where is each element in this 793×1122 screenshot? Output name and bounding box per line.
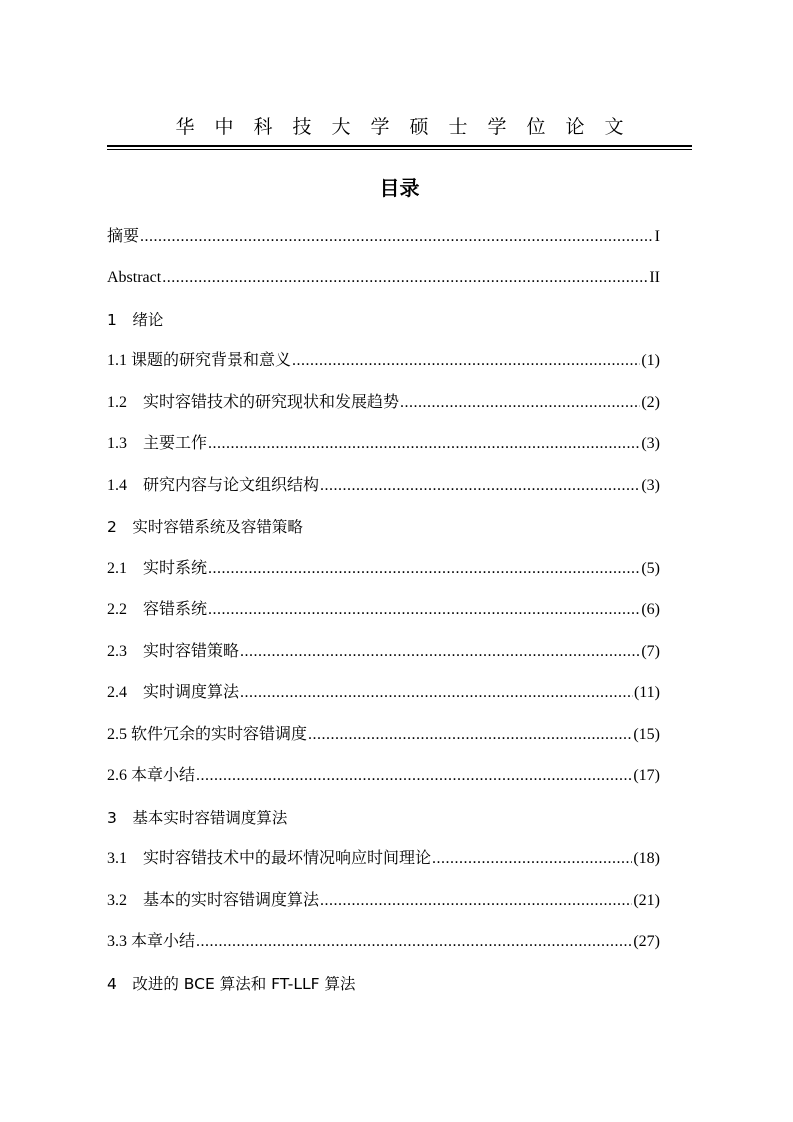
toc-entry-page: (21) (633, 891, 660, 909)
toc-chapter-entry[interactable] (107, 963, 660, 1005)
toc-entry-label: 3.3 本章小结 (107, 933, 196, 951)
toc-entry-page: (3) (641, 435, 660, 453)
toc-entry[interactable] (107, 258, 660, 300)
toc-entry[interactable] (107, 590, 660, 632)
toc-leader-dots (292, 351, 640, 371)
toc-leader-dots (240, 642, 640, 662)
toc-leader-dots (432, 849, 632, 869)
toc-entry[interactable] (107, 548, 660, 590)
toc-leader-dots (208, 559, 640, 579)
toc-entry[interactable] (107, 673, 660, 715)
toc-entry[interactable] (107, 341, 660, 383)
toc-entry-label: 2.1 实时系统 (107, 559, 208, 577)
toc-chapter-entry[interactable] (107, 299, 660, 341)
toc-entry-label: 1 绪论 (107, 310, 164, 329)
toc-entry-label: 2.5 软件冗余的实时容错调度 (107, 725, 308, 743)
toc-entry-page: (2) (641, 393, 660, 411)
toc-entry[interactable] (107, 216, 660, 258)
toc-entry[interactable] (107, 756, 660, 798)
toc-entry-page: (27) (633, 933, 660, 951)
toc-entry-label: 2.2 容错系统 (107, 601, 208, 619)
toc-entry[interactable] (107, 631, 660, 673)
toc-leader-dots (140, 227, 654, 247)
toc-leader-dots (196, 766, 632, 786)
toc-leader-dots (208, 434, 640, 454)
toc-chapter-entry[interactable] (107, 797, 660, 839)
toc-entry-page: (5) (641, 559, 660, 577)
toc-entry[interactable] (107, 880, 660, 922)
toc-entry-label: Abstract (107, 269, 162, 287)
toc-entry[interactable] (107, 424, 660, 466)
toc-entry[interactable] (107, 922, 660, 964)
toc-entry-label: 3.2 基本的实时容错调度算法 (107, 891, 320, 909)
toc-entry-page: (3) (641, 476, 660, 494)
toc-leader-dots (196, 932, 632, 952)
toc-leader-dots (320, 891, 632, 911)
toc-entry-page: (7) (641, 642, 660, 660)
page-header: 华中科技大学硕士学位论文 (175, 117, 644, 138)
toc-entry[interactable] (107, 465, 660, 507)
toc-entry-label: 1.3 主要工作 (107, 435, 208, 453)
toc-entry-label: 2.3 实时容错策略 (107, 642, 240, 660)
toc-entry[interactable] (107, 382, 660, 424)
toc-entry-label: 1.2 实时容错技术的研究现状和发展趋势 (107, 393, 400, 411)
toc-leader-dots (400, 393, 640, 413)
toc-entry-page: (18) (633, 850, 660, 868)
toc-entry-label: 2 实时容错系统及容错策略 (107, 518, 303, 537)
toc-entry-label: 3.1 实时容错技术中的最坏情况响应时间理论 (107, 850, 432, 868)
toc-entry-label: 摘要 (107, 227, 140, 245)
toc-entry-page: (1) (641, 352, 660, 370)
toc-entry-label: 2.6 本章小结 (107, 767, 196, 785)
toc-entry-label: 1.1 课题的研究背景和意义 (107, 352, 292, 370)
toc-entry-page: I (654, 227, 660, 245)
toc-entry[interactable] (107, 714, 660, 756)
toc-entry[interactable] (107, 839, 660, 881)
header-rule-thin (107, 149, 692, 150)
toc-leader-dots (320, 476, 640, 496)
toc-chapter-entry[interactable] (107, 507, 660, 549)
toc-leader-dots (240, 683, 633, 703)
toc-entry-page: (11) (633, 684, 660, 702)
toc-entry-page: (17) (633, 767, 660, 785)
header-rule-thick (107, 145, 692, 147)
toc-entry-label: 4 改进的 BCE 算法和 FT-LLF 算法 (107, 974, 356, 993)
table-of-contents (107, 216, 660, 1005)
toc-entry-label: 3 基本实时容错调度算法 (107, 808, 288, 827)
toc-entry-label: 1.4 研究内容与论文组织结构 (107, 476, 320, 494)
toc-title: 目录 (379, 176, 420, 200)
toc-leader-dots (162, 268, 648, 288)
toc-entry-page: (6) (641, 601, 660, 619)
toc-entry-page: II (649, 269, 660, 287)
toc-entry-label: 2.4 实时调度算法 (107, 684, 240, 702)
toc-leader-dots (208, 600, 640, 620)
toc-leader-dots (308, 725, 632, 745)
toc-entry-page: (15) (633, 725, 660, 743)
